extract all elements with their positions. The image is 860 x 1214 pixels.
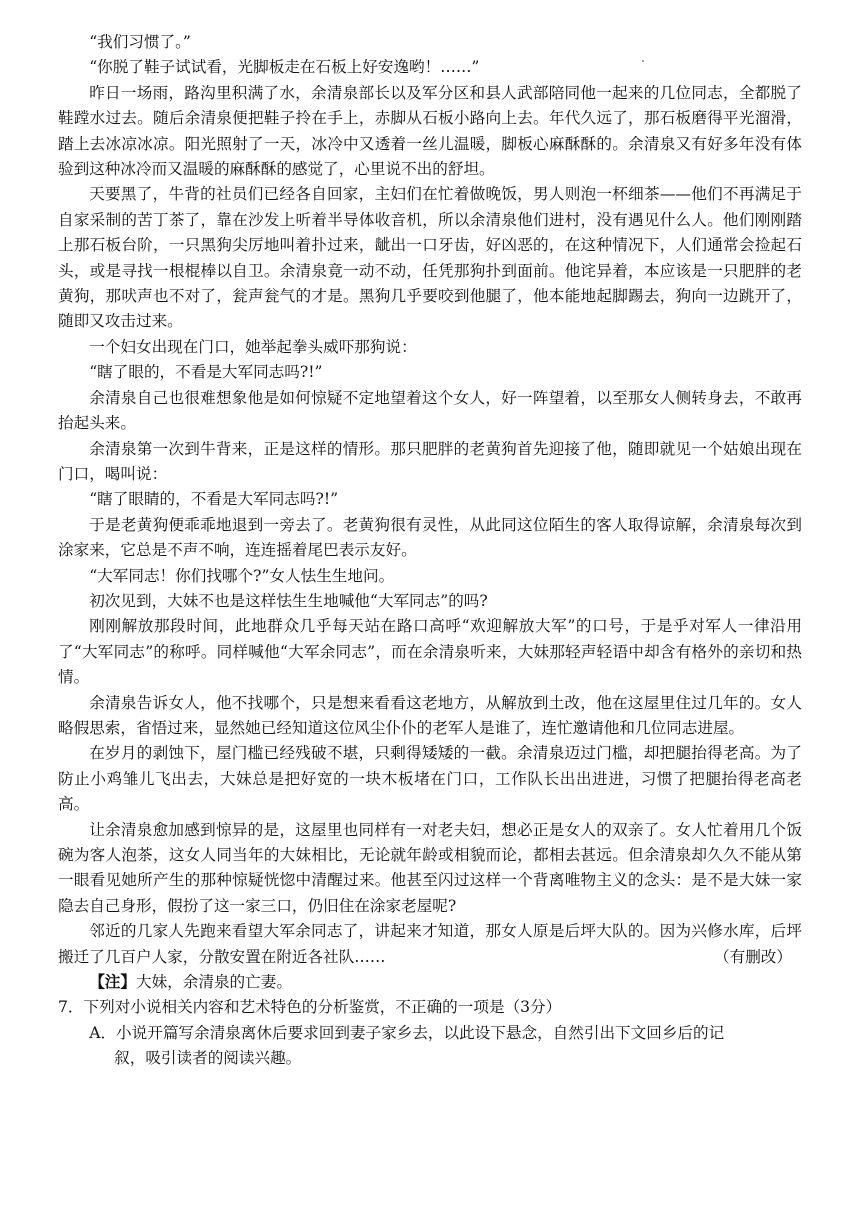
paragraph: “瞎了眼的，不看是大军同志吗?!” [89, 363, 323, 382]
question-stem: 7．下列对小说相关内容和艺术特色的分析鉴赏，不正确的一项是（3分） [58, 998, 562, 1017]
paragraph: 于是老黄狗便乖乖地退到一旁去了。老黄狗很有灵性，从此同这位陌生的客人取得谅解，余清泉每次到涂家来，它总是不声不响，连连摇着尾巴表示友好。 [58, 515, 802, 560]
final-paragraph-text: 邻近的几家人先跑来看望大军余同志了，讲起来才知道，那女人原是后坪大队的。因为兴修水库，后坪搬迁了几百户人家，分散安置在附近各社队…… [58, 922, 802, 966]
annotation-marker: 【注】 [89, 973, 136, 992]
paragraph: 余清泉第一次到牛背来，正是这样的情形。那只肥胖的老黄狗首先迎接了他，随即就见一个姑娘出现在门口，喝叫说： [58, 439, 802, 483]
paragraph: “大军同志！你们找哪个?”女人怯生生地问。 [89, 566, 395, 585]
paragraph: 让余清泉愈加感到惊异的是，这屋里也同样有一对老夫妇，想必正是女人的双亲了。女人忙着用几个饭碗为客人泡茶，这女人同当年的大妹相比，无论就年龄或相貌而论，都相去甚远。但余清泉却久久不能从第一眼看见她所产生的那种惊疑恍惚中清醒过来。他甚至闪过这样一个背离唯物主义的念头：是不是大妹一家隐去自己身形，假扮了这一家三口，仍旧住在涂家老屋呢? [58, 820, 802, 915]
paragraph: “瞎了眼睛的，不看是大军同志吗?!” [89, 490, 339, 509]
paragraph: 刚刚解放那段时间，此地群众几乎每天站在路口高呼“欢迎解放大军”的口号，于是乎对军人一律沿用了“大军同志”的称呼。同样喊他“大军余同志”，而在余清泉听来，大妹那轻声轻语中却含有格外的亲切和热情。 [58, 617, 802, 687]
source-note: （有删改） [714, 947, 792, 966]
paragraph: 余清泉告诉女人，他不找哪个，只是想来看看这老地方，从解放到土改，他在这屋里住过几年的。女人略假思索，省悟过来，显然她已经知道这位风尘仆仆的老军人是谁了，连忙邀请他和几位同志进屋。 [58, 693, 802, 737]
option-a-line: A．小说开篇写余清泉离休后要求回到妻子家乡去，以此设下悬念，自然引出下文回乡后的记 [89, 1023, 725, 1042]
annotation [58, 970, 802, 995]
paragraph: 天要黑了，牛背的社员们已经各自回家，主妇们在忙着做晚饭，男人则泡一杯细茶——他们不再满足于自家采制的苦丁茶了，靠在沙发上听着半导体收音机，所以余清泉他们进村，没有遇见什么人。他们刚刚踏上那石板台阶，一只黑狗尖厉地叫着扑过来，龇出一口牙齿，好凶恶的，在这种情况下，人们通常会捡起石头，或是寻找一根棍棒以自卫。余清泉竟一动不动，任凭那狗扑到面前。他诧异着，本应该是一只肥胖的老黄狗，那吠声也不对了，瓮声瓮气的才是。黑狗几乎要咬到他腿了，他本能地起脚踢去，狗向一边跳开了，随即又攻击过来。 [58, 185, 802, 331]
final-paragraph [58, 919, 802, 970]
option-a [58, 1021, 802, 1072]
paragraph: “我们习惯了。” [89, 33, 191, 51]
paragraph: 一个妇女出现在门口，她举起拳头威吓那狗说： [89, 337, 417, 356]
scan-speck [642, 60, 644, 62]
paragraph: 初次见到，大妹不也是这样怯生生地喊他“大军同志”的吗? [89, 591, 488, 610]
option-a-continuation: 叙，吸引读者的阅读兴趣。 [114, 1049, 302, 1068]
paragraph: 余清泉自己也很难想象他是如何惊疑不定地望着这个女人，好一阵望着，以至那女人侧转身去，不敢再抬起头来。 [58, 388, 802, 433]
annotation-text: 大妹，余清泉的亡妻。 [135, 973, 292, 992]
paragraph: 昨日一场雨，路沟里积满了水，余清泉部长以及军分区和县人武部陪同他一起来的几位同志，全都脱了鞋蹚水过去。随后余清泉便把鞋子拎在手上，赤脚从石板小路向上去。年代久远了，那石板磨得平光溜滑，踏上去冰凉冰凉。阳光照射了一天，冰冷中又透着一丝儿温暖，脚板心麻酥酥的。余清泉又有好多年没有体验到这种冰冷而又温暖的麻酥酥的感觉了，心里说不出的舒坦。 [58, 83, 802, 179]
paragraph: “你脱了鞋子试试看，光脚板走在石板上好安逸哟！……” [89, 58, 480, 77]
paragraph: 在岁月的剥蚀下，屋门槛已经残破不堪，只剩得矮矮的一截。余清泉迈过门槛，却把腿抬得老高。为了防止小鸡雏儿飞出去，大妹总是把好宽的一块木板堵在门口，工作队长出出进进，习惯了把腿抬得老高老高。 [58, 744, 802, 814]
